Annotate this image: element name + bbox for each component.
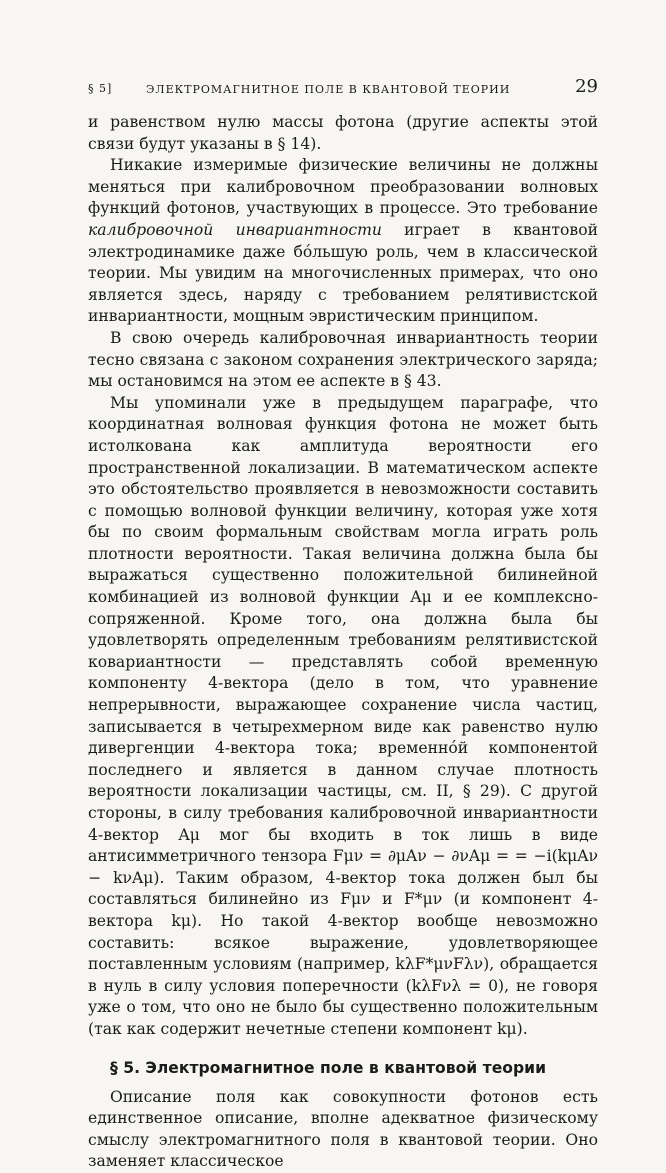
paragraph-gauge-invariance (88, 155, 598, 328)
main-text (88, 112, 598, 1173)
p2-text-end: играет в квантовой электродинамике даже бо́льшую роль, чем в классической теории. Мы увидим на многочисленных примерах, что оно является здесь, наряду с требованием релятивистской инвариантности, мощным эвристическим принципом. (88, 220, 598, 326)
header-running-title: ЭЛЕКТРОМАГНИТНОЕ ПОЛЕ В КВАНТОВОЙ ТЕОРИИ (146, 83, 511, 96)
p2-emphasis: калибровочной инвариантности (88, 220, 382, 239)
paragraph-charge-conservation: В свою очередь калибровочная инвариантность теории тесно связана с законом сохранения электрического заряда; мы остановимся на этом ее аспекте в § 43. (88, 328, 598, 391)
paragraph-continuation: и равенством нулю массы фотона (другие аспекты этой связи будут указаны в § 14). (88, 113, 598, 153)
page-number: 29 (575, 76, 598, 97)
section-heading: § 5. Электромагнитное поле в квантовой теории (110, 1058, 547, 1077)
paragraph-probability-density: Мы упоминали уже в предыдущем параграфе, что координатная волновая функция фотона не может быть истолкована как амплитуда вероятности его пространственной локализации. В математическом аспекте это обстоятельство проявляется в невозможности составить с помощью волновой функции величину, которая уже хотя бы по своим формальным свойствам могла играть роль плотности вероятности. Такая величина должна была бы выражаться существенно положительной билинейной комбинацией из волновой функции Aμ и ее комплексно-сопряженной. Кроме того, она должна была бы удовлетворять определенным требованиям релятивистской ковариантности — представлять собой временную компоненту 4-вектора (дело в том, что уравнение непрерывности, выражающее сохранение числа частиц, записывается в четырехмерном виде как равенство нулю дивергенции 4-вектора тока; временно́й компонентой последнего и является в данном случае плотность вероятности локализации частицы, см. II, § 29). С другой стороны, в силу требования калибровочной инвариантности 4-вектор Aμ мог бы входить в ток лишь в виде антисимметричного тензора Fμν = ∂μAν − ∂νAμ = = −i(kμAν − kνAμ). Таким образом, 4-вектор тока должен был бы составляться билинейно из Fμν и F*μν (и компонент 4-вектора kμ). Но такой 4-вектор вообще невозможно составить: всякое выражение, удовлетворяющее поставленным условиям (например, kλF*μνFλν), обращается в нуль в силу условия поперечности (kλFνλ = 0), не говоря уже о том, что оно не было бы существенно положительным (так как содержит нечетные степени компонент kμ). (88, 393, 598, 1038)
paragraph-photon-description: Описание поля как совокупности фотонов есть единственное описание, вполне адекватное физическому смыслу электромагнитного поля в квантовой теории. Оно заменяет классическое (88, 1087, 598, 1171)
running-header (88, 76, 598, 100)
p2-text-start: Никакие измеримые физические величины не должны меняться при калибровочном преобразовании волновых функций фотонов, участвующих в процессе. Это требование (88, 156, 598, 218)
header-section-ref: § 5] (88, 82, 113, 95)
